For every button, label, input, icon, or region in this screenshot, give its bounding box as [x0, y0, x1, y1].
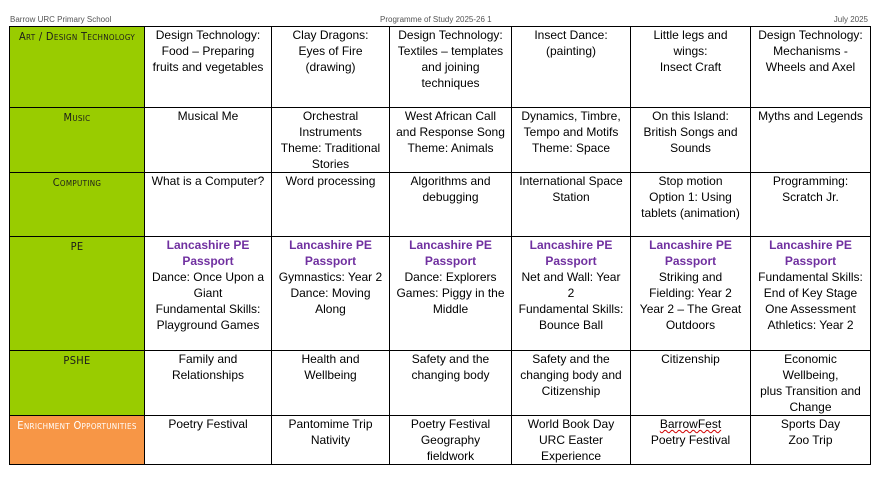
- cell-text-line: Experience: [540, 449, 602, 463]
- table-row: [10, 108, 871, 173]
- cell-text-line: Dance: Explorers: [404, 270, 497, 284]
- cell-text-line: Safety and the: [532, 352, 610, 366]
- subject-label: Art / Design Technology: [18, 30, 136, 43]
- cell-text-line: Fundamental Skills:: [518, 302, 624, 316]
- cell-text-line: Citizenship: [661, 352, 720, 366]
- term-cell: [751, 237, 871, 351]
- term-cell: [631, 351, 751, 416]
- term-cell: [512, 27, 631, 108]
- cell-text-line: West African Call: [404, 109, 497, 123]
- cell-text-line: 2: [567, 286, 575, 300]
- term-cell: [512, 108, 631, 173]
- cell-text-line: BarrowFest: [659, 417, 722, 431]
- cell-text-line: Nativity: [310, 433, 351, 447]
- cell-text-line: Athletics: Year 2: [767, 318, 854, 332]
- cell-text-line: and Response Song: [396, 125, 505, 139]
- subject-label: Music: [63, 111, 91, 124]
- pe-passport-heading: Passport: [545, 254, 597, 268]
- cell-text-line: techniques: [421, 76, 480, 90]
- cell-text-line: fieldwork: [426, 449, 475, 463]
- cell-text-line: Fundamental Skills:: [758, 270, 863, 284]
- programme-title: Programme of Study 2025-26 1: [380, 15, 492, 24]
- term-cell: [272, 27, 390, 108]
- cell-text-line: changing body: [411, 368, 490, 382]
- term-cell: [272, 237, 390, 351]
- cell-text-line: Station: [552, 190, 590, 204]
- cell-text-line: Theme: Animals: [407, 141, 494, 155]
- term-cell: [390, 27, 512, 108]
- term-cell: [272, 173, 390, 237]
- pe-passport-heading: Lancashire PE: [166, 238, 250, 252]
- header-date: July 2025: [833, 15, 868, 24]
- cell-text-line: Orchestral: [302, 109, 359, 123]
- term-cell: [512, 351, 631, 416]
- cell-text-line: Word processing: [285, 174, 376, 188]
- cell-text-line: One Assessment: [765, 302, 856, 316]
- subject-label: PSHE: [63, 354, 91, 367]
- cell-text-line: Net and Wall: Year: [521, 270, 621, 284]
- term-cell: [390, 108, 512, 173]
- term-cell: [145, 27, 272, 108]
- cell-text-line: Relationships: [171, 368, 245, 382]
- cell-text-line: Mechanisms -: [773, 44, 848, 58]
- term-cell: [512, 237, 631, 351]
- table-row: [10, 237, 871, 351]
- term-cell: [631, 27, 751, 108]
- cell-text-line: Design Technology:: [155, 28, 261, 42]
- cell-text-line: Clay Dragons:: [292, 28, 369, 42]
- pe-passport-heading: Passport: [784, 254, 837, 268]
- cell-text-line: Giant: [193, 286, 223, 300]
- table-row: [10, 351, 871, 416]
- cell-text-line: wings:: [673, 44, 708, 58]
- cell-text-line: Textiles – templates: [397, 44, 504, 58]
- cell-text-line: Little legs and: [653, 28, 728, 42]
- subject-label: Enrichment Opportunities: [17, 419, 137, 432]
- cell-text-line: URC Easter: [538, 433, 603, 447]
- term-cell: [390, 351, 512, 416]
- pe-passport-heading: Passport: [304, 254, 357, 268]
- cell-text-line: Theme: Space: [531, 141, 611, 155]
- cell-text-line: Insect Craft: [659, 60, 722, 74]
- subject-cell: [10, 237, 145, 351]
- cell-text-line: Stop motion: [658, 174, 723, 188]
- term-cell: [631, 237, 751, 351]
- cell-text-line: Along: [315, 302, 346, 316]
- term-cell: [145, 173, 272, 237]
- cell-text-line: Insect Dance:: [534, 28, 608, 42]
- programme-of-study-table: [9, 26, 871, 465]
- cell-text-line: Playground Games: [156, 318, 260, 332]
- cell-text-line: Sounds: [670, 141, 711, 155]
- pe-passport-heading: Lancashire PE: [529, 238, 613, 252]
- pe-passport-heading: Passport: [424, 254, 477, 268]
- term-cell: [751, 351, 871, 416]
- subject-cell: [10, 27, 145, 108]
- cell-text-line: debugging: [422, 190, 479, 204]
- term-cell: [512, 173, 631, 237]
- term-cell: [145, 416, 272, 465]
- cell-text-line: Tempo and Motifs: [523, 125, 619, 139]
- term-cell: [631, 173, 751, 237]
- cell-text-line: changing body and: [520, 368, 622, 382]
- cell-text-line: End of Key Stage: [763, 286, 858, 300]
- cell-text-line: Pantomime Trip: [288, 417, 373, 431]
- cell-text-line: Dynamics, Timbre,: [521, 109, 621, 123]
- subject-cell: [10, 108, 145, 173]
- cell-text-line: Poetry Festival: [650, 433, 731, 447]
- cell-text-line: Dance: Once Upon a: [151, 270, 265, 284]
- term-cell: [272, 108, 390, 173]
- term-cell: [272, 351, 390, 416]
- term-cell: [272, 416, 390, 465]
- cell-text-line: Programming:: [772, 174, 849, 188]
- cell-text-line: (painting): [545, 44, 597, 58]
- cell-text-line: Middle: [432, 302, 469, 316]
- cell-text-line: Gymnastics: Year 2: [278, 270, 383, 284]
- cell-text-line: (drawing): [305, 60, 356, 74]
- cell-text-line: Safety and the: [411, 352, 490, 366]
- cell-text-line: Design Technology:: [398, 28, 503, 42]
- term-cell: [145, 351, 272, 416]
- term-cell: [390, 237, 512, 351]
- cell-text-line: fruits and vegetables: [152, 60, 264, 74]
- cell-text-line: On this Island:: [652, 109, 729, 123]
- cell-text-line: Wellbeing: [304, 368, 357, 382]
- pe-passport-heading: Lancashire PE: [409, 238, 492, 252]
- cell-text-line: Eyes of Fire: [298, 44, 363, 58]
- cell-text-line: Sports Day: [780, 417, 841, 431]
- cell-text-line: Year 2 – The Great: [639, 302, 742, 316]
- cell-text-line: International Space: [519, 174, 623, 188]
- cell-text-line: World Book Day: [527, 417, 615, 431]
- cell-text-line: Food – Preparing: [161, 44, 255, 58]
- school-name: Barrow URC Primary School: [10, 15, 112, 24]
- pe-passport-heading: Lancashire PE: [649, 238, 732, 252]
- term-cell: [751, 27, 871, 108]
- term-cell: [145, 237, 272, 351]
- pe-passport-heading: Lancashire PE: [769, 238, 852, 252]
- term-cell: [390, 416, 512, 465]
- cell-text-line: Wellbeing,: [782, 368, 839, 382]
- term-cell: [390, 173, 512, 237]
- cell-text-line: Games: Piggy in the: [396, 286, 505, 300]
- cell-text-line: Citizenship: [541, 384, 601, 398]
- cell-text-line: Poetry Festival: [168, 417, 248, 431]
- term-cell: [145, 108, 272, 173]
- cell-text-line: Scratch Jr.: [782, 190, 839, 204]
- cell-text-line: and joining: [421, 60, 480, 74]
- cell-text-line: Striking and: [658, 270, 723, 284]
- term-cell: [512, 416, 631, 465]
- cell-text-line: Theme: Traditional: [280, 141, 381, 155]
- cell-text-line: Family and: [178, 352, 238, 366]
- cell-text-line: Health and: [301, 352, 360, 366]
- subject-cell: [10, 351, 145, 416]
- subject-cell: [10, 416, 145, 465]
- subject-cell: [10, 173, 145, 237]
- cell-text-line: Dance: Moving: [290, 286, 371, 300]
- cell-text-line: British Songs and: [643, 125, 738, 139]
- pe-passport-heading: Passport: [664, 254, 717, 268]
- pe-passport-heading: Lancashire PE: [289, 238, 372, 252]
- cell-text-line: Myths and Legends: [758, 109, 863, 123]
- table-row: [10, 173, 871, 237]
- term-cell: [631, 108, 751, 173]
- term-cell: [751, 416, 871, 465]
- cell-text-line: Poetry Festival: [410, 417, 491, 431]
- cell-text-line: Bounce Ball: [538, 318, 604, 332]
- cell-text-line: Option 1: Using: [649, 190, 732, 204]
- cell-text-line: Musical Me: [177, 109, 239, 123]
- cell-text-line: Change: [789, 400, 832, 414]
- cell-text-line: Outdoors: [665, 318, 716, 332]
- cell-text-line: Algorithms and: [410, 174, 491, 188]
- cell-text-line: Stories: [311, 157, 350, 171]
- cell-text-line: What is a Computer?: [151, 174, 265, 188]
- term-cell: [631, 416, 751, 465]
- cell-text-line: Economic: [784, 352, 837, 366]
- table-row: [10, 27, 871, 108]
- cell-text-line: plus Transition and: [760, 384, 861, 398]
- page-header: [10, 14, 868, 26]
- cell-text-line: Design Technology:: [758, 28, 863, 42]
- cell-text-line: Wheels and Axel: [765, 60, 856, 74]
- subject-label: Computing: [52, 176, 102, 189]
- cell-text-line: Zoo Trip: [788, 433, 833, 447]
- cell-text-line: tablets (animation): [641, 206, 740, 220]
- cell-text-line: Fielding: Year 2: [649, 286, 732, 300]
- cell-text-line: Fundamental Skills:: [155, 302, 261, 316]
- term-cell: [751, 173, 871, 237]
- cell-text-line: Instruments: [299, 125, 362, 139]
- term-cell: [751, 108, 871, 173]
- cell-text-line: Geography: [420, 433, 481, 447]
- pe-passport-heading: Passport: [182, 254, 234, 268]
- subject-label: PE: [70, 240, 84, 253]
- table-row: [10, 416, 871, 465]
